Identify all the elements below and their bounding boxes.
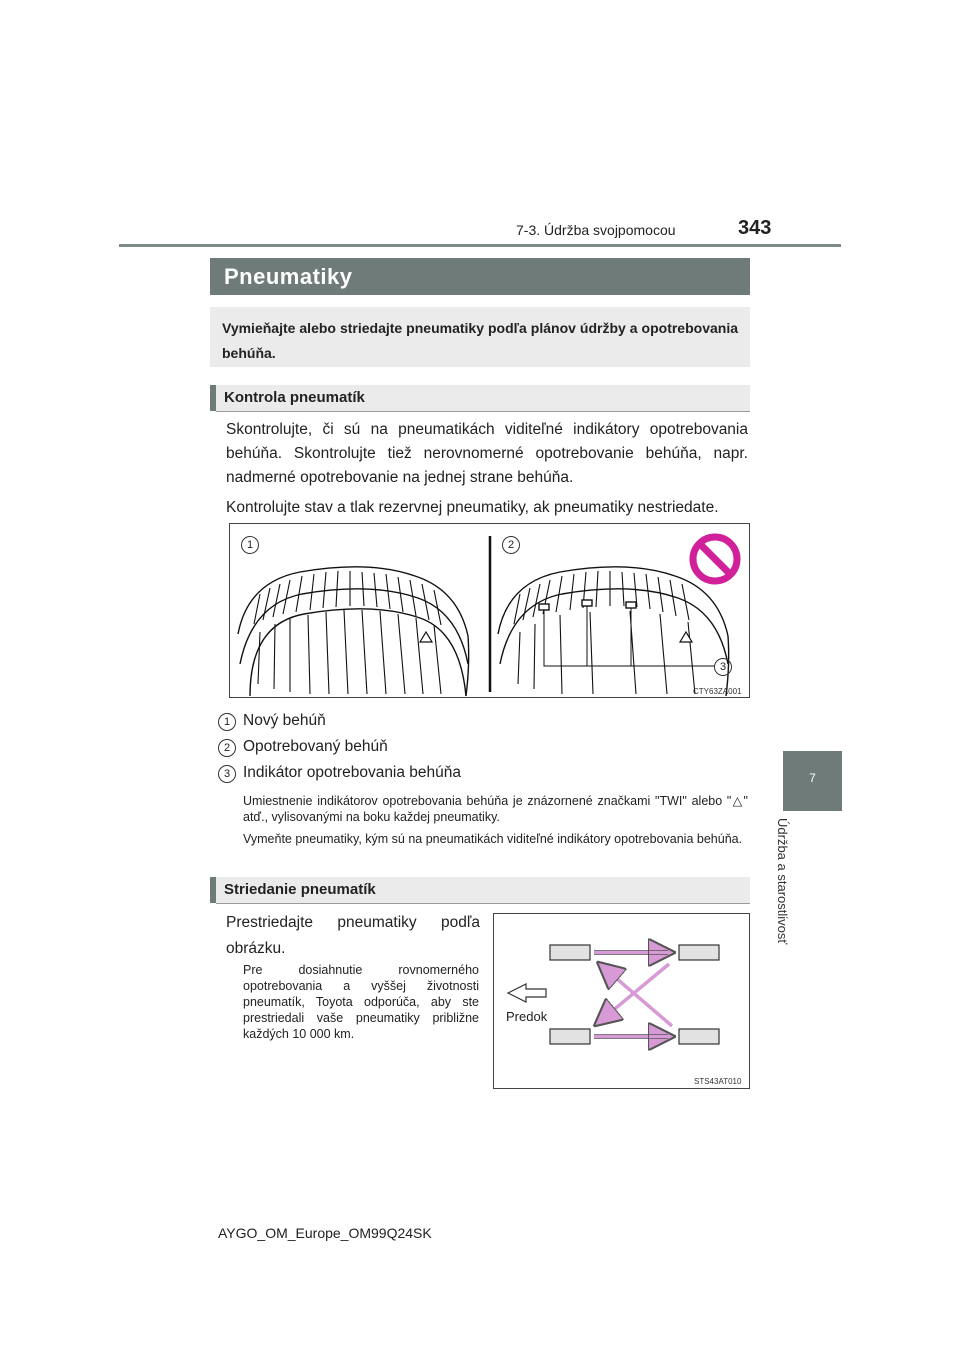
chapter-number: 7: [809, 771, 816, 785]
figure-code: CTY63ZA001: [693, 687, 742, 696]
chapter-tab: [783, 751, 842, 811]
section-header-tire-rotation: [210, 877, 750, 903]
legend-number: 2: [218, 739, 236, 757]
page-number: 343: [738, 217, 772, 239]
section-header-tire-check: [210, 385, 750, 411]
rotation-arrows: [594, 953, 672, 1037]
front-direction-arrow: [508, 984, 546, 1002]
wear-indicator-notes: [243, 793, 748, 847]
front-label: Predok: [506, 1009, 548, 1024]
page-title: Pneumatiky: [224, 264, 353, 289]
new-tread-tire: [238, 567, 469, 696]
chapter-side-label: [770, 818, 800, 978]
prohibition-icon: [693, 537, 737, 581]
legend-label: Nový behúň: [243, 712, 326, 729]
document-footer: AYGO_OM_Europe_OM99Q24SK: [218, 1225, 432, 1241]
paragraph: Kontrolujte stav a tlak rezervnej pneumatiky, ak pneumatiky nestriedate.: [226, 499, 719, 516]
marker-2: 2: [502, 536, 520, 554]
section-title: Striedanie pneumatík: [224, 881, 376, 898]
paragraph: Skontrolujte, či sú na pneumatikách viditeľné indikátory opotrebovania behúňa. Skontrolujte tiež nerovnomerné opotrebovanie behúňa, napr. nadmerné opotrebovanie na jednej strane behúňa.: [226, 421, 748, 486]
header-rule: [119, 244, 841, 247]
legend-label: Opotrebovaný behúň: [243, 738, 388, 755]
rotation-note-block: [243, 962, 479, 1042]
legend-number: 1: [218, 713, 236, 731]
legend-number: 3: [218, 765, 236, 783]
note: Pre dosiahnutie rovnomerného opotrebovania a vyššej životnosti pneumatík, Toyota odporúča, aby ste prestriedali vaše pneumatiky približne každých 10 000 km.: [243, 963, 479, 1041]
intro-box: [210, 307, 750, 367]
worn-tread-tire: [498, 567, 729, 696]
marker-1: 1: [241, 536, 259, 554]
section-title: Kontrola pneumatík: [224, 389, 365, 406]
marker-3: 3: [714, 658, 732, 676]
chapter-title: Údržba a starostlivosť: [775, 818, 790, 945]
legend-label: Indikátor opotrebovania behúňa: [243, 764, 462, 781]
figure-code: STS43AT010: [694, 1077, 742, 1086]
page-title-bar: [210, 258, 750, 295]
section-underline: [216, 903, 750, 904]
section2-body: [226, 910, 480, 962]
note: Vymeňte pneumatiky, kým sú na pneumatikách viditeľné indikátory opotrebovania behúňa.: [243, 832, 743, 846]
paragraph: Prestriedajte pneumatiky podľa obrázku.: [226, 914, 480, 957]
tire-rotation-figure: [493, 913, 750, 1089]
section-underline: [216, 411, 750, 412]
tire-wear-figure: [229, 523, 750, 698]
section1-body: [226, 418, 748, 520]
note: Umiestnenie indikátorov opotrebovania behúňa je znázornené značkami "TWI" alebo "△" atď., vylisovanými na boku každej pneumatiky.: [243, 794, 748, 824]
tire-wear-illustration: [230, 524, 749, 697]
running-header-section: 7-3. Údržba svojpomocou: [516, 222, 676, 238]
intro-text: Vymieňajte alebo striedajte pneumatiky podľa plánov údržby a opotrebovania behúňa.: [222, 320, 738, 361]
tire-rotation-diagram: [494, 914, 749, 1088]
